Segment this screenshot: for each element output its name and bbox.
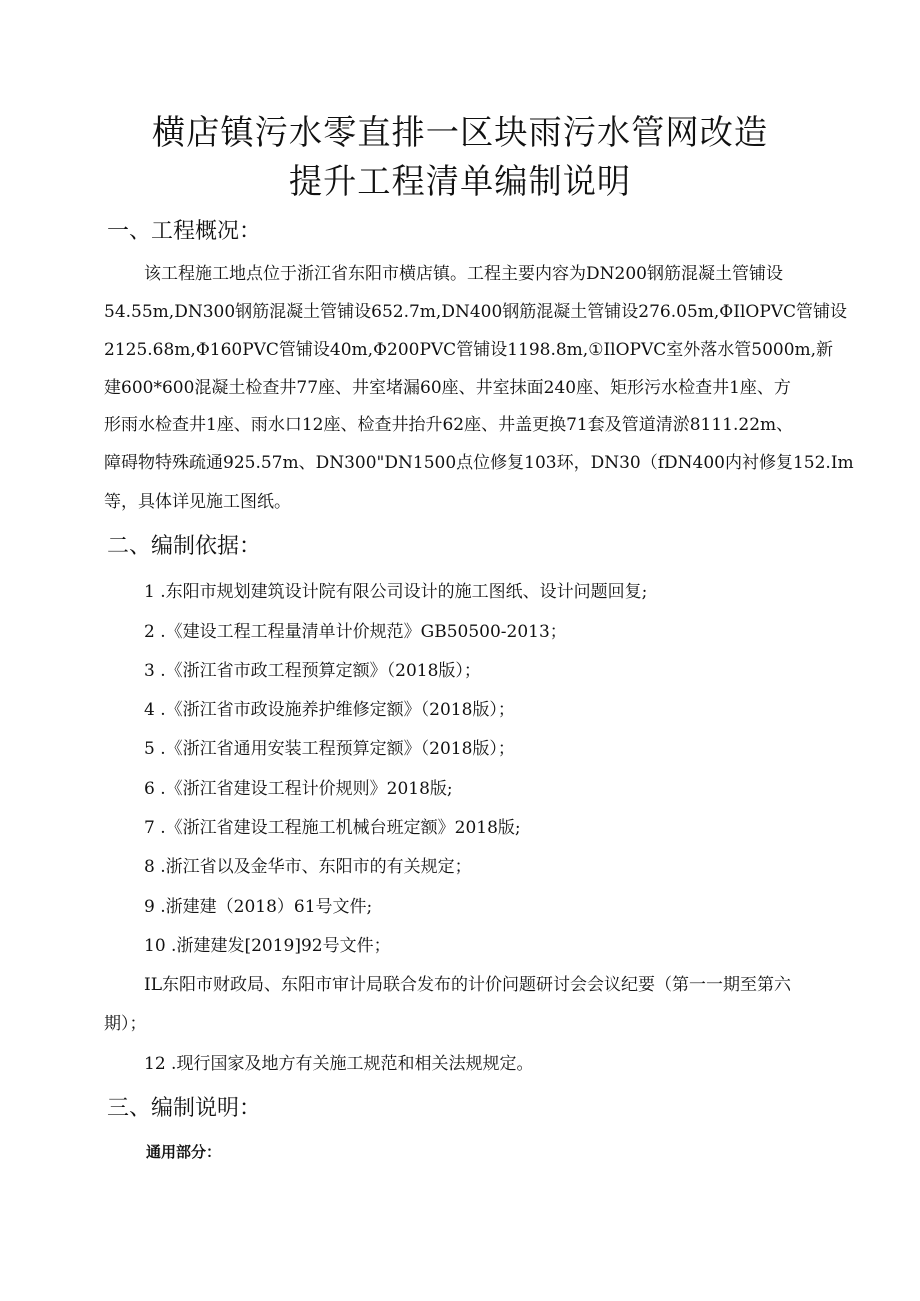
section-3-subheading: 通用部分： (146, 1143, 222, 1161)
basis-item: 7 .《浙江省建设工程施工机械台班定额》2018版; (144, 818, 521, 838)
overview-line: 形雨水检查井1座、雨水口12座、检查井抬升62座、井盖更换71套及管道清淤8111.22m、 (104, 415, 794, 435)
document-title-line-1: 横店镇污水零直排一区块雨污水管网改造 (151, 113, 769, 153)
basis-item: IL东阳市财政局、东阳市审计局联合发布的计价问题研讨会会议纪要（第一一期至第六 (144, 975, 792, 995)
basis-item: 期）； (104, 1014, 147, 1034)
document-title-line-2: 提升工程清单编制说明 (288, 162, 632, 202)
basis-item: 12 .现行国家及地方有关施工规范和相关法规规定。 (144, 1054, 534, 1074)
section-2-heading: 二、编制依据： (107, 534, 262, 559)
overview-line: 该工程施工地点位于浙江省东阳市横店镇。工程主要内容为DN200钢筋混凝土管铺设 (144, 264, 783, 284)
basis-item: 4 .《浙江省市政设施养护维修定额》（2018版）； (144, 700, 515, 720)
basis-item: 3 .《浙江省市政工程预算定额》（2018版）； (144, 661, 481, 681)
overview-line: 等，具体详见施工图纸。 (104, 492, 291, 512)
overview-line: 障碍物特殊疏通925.57m、DN300"DN1500点位修复103环，DN30（fDN400内衬修复152.Im (104, 453, 854, 473)
overview-line: 建600*600混凝土检查井77座、井室堵漏60座、井室抹面240座、矩形污水检查井1座、方 (104, 378, 791, 398)
basis-item: 5 .《浙江省通用安装工程预算定额》（2018版）； (144, 739, 515, 759)
overview-line: 54.55m,DN300钢筋混凝土管铺设652.7m,DN400钢筋混凝土管铺设276.05m,ΦIlOPVC管铺设 (104, 302, 848, 322)
basis-item: 9 .浙建建（2018）61号文件; (144, 897, 373, 917)
section-3-heading: 三、编制说明： (107, 1096, 262, 1121)
section-1-heading: 一、工程概况： (107, 219, 262, 244)
basis-item: 8 .浙江省以及金华市、东阳市的有关规定； (144, 857, 472, 877)
basis-item: 1 .东阳市规划建筑设计院有限公司设计的施工图纸、设计问题回复; (144, 582, 648, 602)
overview-line: 2125.68m,Φ160PVC管铺设40m,Φ200PVC管铺设1198.8m,①IlOPVC室外落水管5000m,新 (104, 340, 834, 360)
basis-item: 2 .《建设工程工程量清单计价规范》GB50500-2013； (144, 622, 567, 642)
basis-item: 10 .浙建建发[2019]92号文件； (144, 936, 391, 956)
basis-item: 6 .《浙江省建设工程计价规则》2018版; (144, 779, 453, 799)
